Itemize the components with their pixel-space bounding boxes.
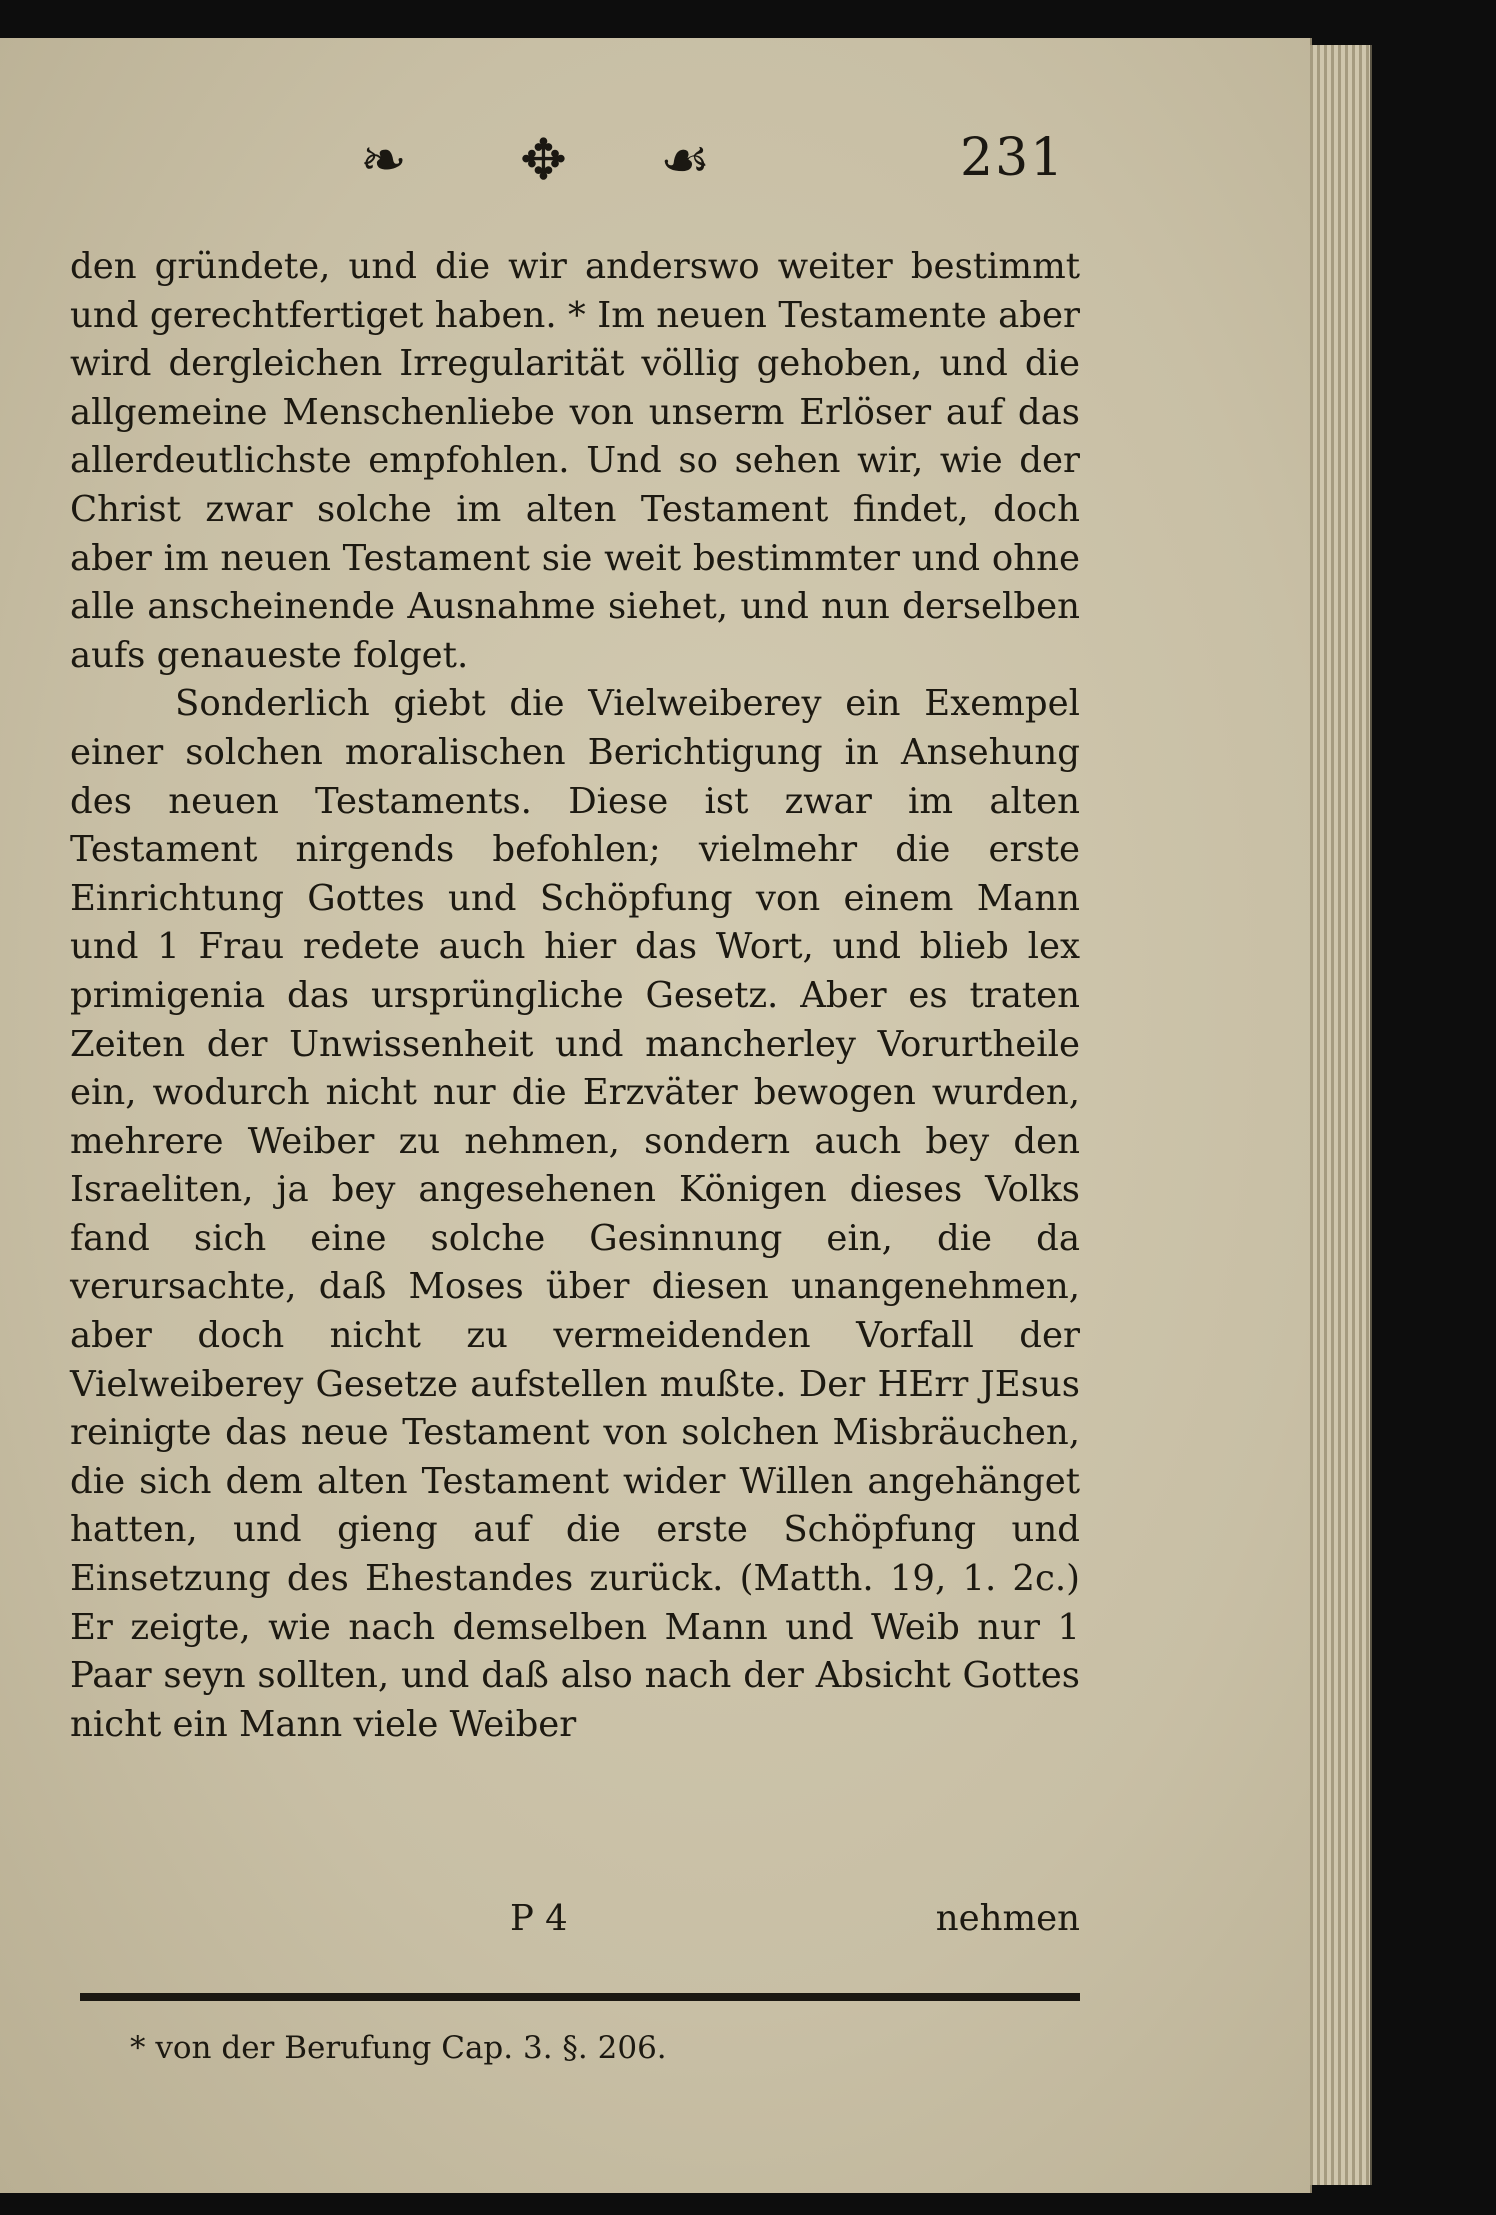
footnote: * von der Berufung Cap. 3. §. 206. (130, 2030, 667, 2066)
ornament-left-icon: ❧ (360, 128, 407, 193)
paragraph: Sonderlich giebt die Vielweiberey ein Exempel einer solchen moralischen Berichtigung in Ansehung des neuen Testaments. Diese ist zwar im alten Testament nirgends befohlen; vielmehr die erste Einrichtung Gottes und Schöpfung von einem Mann und 1 Frau redete auch hier das Wort, und blieb lex primigenia das ursprüngliche Gesetz. Aber es traten Zeiten der Unwissenheit und mancherley Vorurtheile ein, wodurch nicht nur die Erzväter bewogen wurden, mehrere Weiber zu nehmen, sondern auch bey den Israeliten, ja bey angesehenen Königen dieses Volks fand sich eine solche Gesinnung ein, die da verursachte, daß Moses über diesen unangenehmen, aber doch nicht zu vermeidenden Vorfall der Vielweiberey Gesetze aufstellen mußte. Der HErr JEsus reinigte das neue Testament von solchen Misbräuchen, die sich dem alten Testament wider Willen angehänget hatten, und gieng auf die erste Schöpfung und Einsetzung des Ehestandes zurück. (Matth. 19, 1. 2c.) Er zeigte, wie nach demselben Mann und Weib nur 1 Paar seyn sollten, und daß also nach der Absicht Gottes nicht ein Mann viele Weiber (70, 683, 1080, 1745)
ornament-center-icon: ✥ (520, 128, 567, 193)
paragraph: den gründete, und die wir anderswo weiter bestimmt und gerechtfertiget haben. * Im neuen Testamente aber wird dergleichen Irregularität völlig gehoben, und die allgemeine Menschenliebe von unserm Erlöser auf das allerdeutlichste empfohlen. Und so sehen wir, wie der Christ zwar solche im alten Testament findet, doch aber im neuen Testament sie weit bestimmter und ohne alle anscheinende Ausnahme siehet, und nun derselben aufs genaueste folget. (70, 246, 1080, 676)
signature-line (70, 1898, 1080, 1948)
printer-signature: P 4 (510, 1898, 568, 1939)
book-page (0, 38, 1312, 2193)
page-number: 231 (960, 128, 1066, 188)
ornament-right-icon: ☙ (660, 128, 711, 193)
page-header (360, 128, 1100, 198)
body-text (70, 243, 1080, 1749)
catchword: nehmen (935, 1898, 1080, 1939)
page-edges (1310, 45, 1372, 2185)
